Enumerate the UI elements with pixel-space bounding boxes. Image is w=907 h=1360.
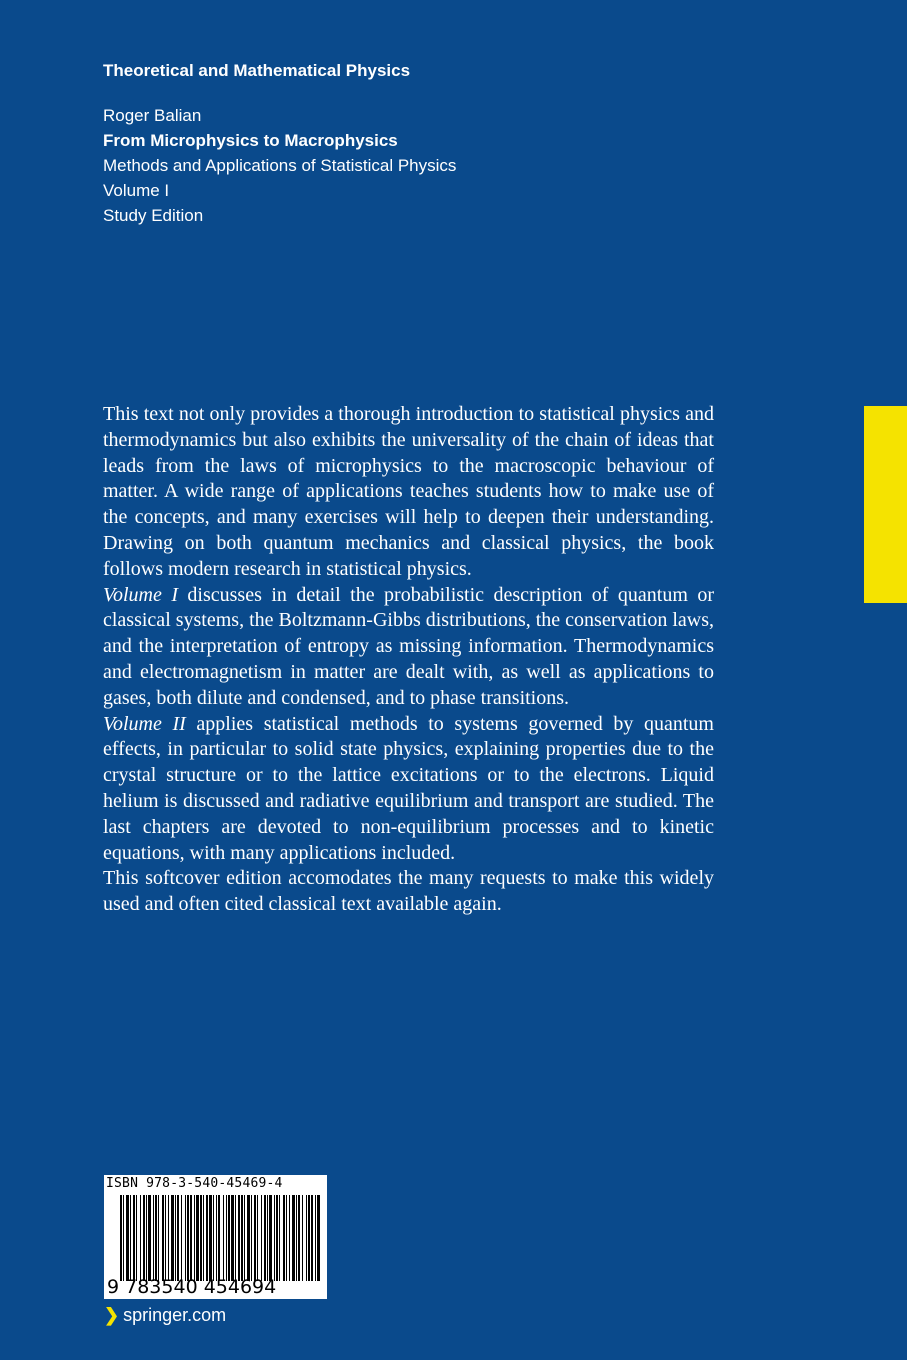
author-name: Roger Balian <box>103 106 202 125</box>
isbn-barcode <box>104 1175 327 1299</box>
barcode-bar <box>126 1195 129 1281</box>
barcode-bar <box>276 1195 278 1281</box>
barcode-bar <box>171 1195 174 1281</box>
book-blurb <box>103 402 714 918</box>
barcode-bar <box>123 1195 124 1281</box>
barcode-bar <box>306 1195 307 1281</box>
barcode-bar <box>177 1195 179 1281</box>
edition-label: Study Edition <box>103 206 204 225</box>
barcode-bar <box>238 1195 240 1281</box>
barcode-bar <box>298 1195 300 1281</box>
barcode-bar <box>162 1195 164 1281</box>
barcode-bar <box>302 1195 303 1281</box>
barcode-bar <box>213 1195 214 1281</box>
barcode-bar <box>315 1195 316 1281</box>
barcode-bar <box>311 1195 313 1281</box>
yellow-accent-tab <box>864 406 907 603</box>
barcode-bar <box>231 1195 234 1281</box>
barcode-bar <box>168 1195 169 1281</box>
barcode-bar <box>146 1195 147 1281</box>
publisher-website[interactable]: springer.com <box>123 1305 227 1325</box>
barcode-bar <box>153 1195 154 1281</box>
chevron-right-icon: ❯ <box>104 1305 120 1325</box>
blurb-paragraph-3-text: applies statistical methods to systems governed by quantum effects, in particular to solid state physics, explaining properties due to the crystal structure or to the lattice excitations or to the electrons. Liquid helium is discussed and radiative equilibrium and transport are studied. The last chapters are devoted to non-equilibrium processes and to kinetic equations, with many applications included. <box>103 712 714 864</box>
barcode-bar <box>261 1195 262 1281</box>
barcode-bar <box>165 1195 166 1281</box>
barcode-bar <box>218 1195 220 1281</box>
barcode-bar <box>226 1195 227 1281</box>
barcode-bar <box>267 1195 268 1281</box>
barcode-bar <box>274 1195 275 1281</box>
book-title: From Microphysics to Macrophysics <box>103 131 398 150</box>
barcode-bars <box>120 1195 320 1281</box>
barcode-bar <box>223 1195 224 1281</box>
blurb-paragraph-1: This text not only provides a thorough introduction to statistical physics and thermodynamics but also exhibits the universality of the chain of ideas that leads from the laws of microphysics to the macroscopic behaviour of matter. A wide range of applications teaches students how to make use of the concepts, and many exercises will help to deepen their understanding. Drawing on both quantum mechanics and classical physics, the book follows modern research in statistical physics. <box>103 403 714 580</box>
barcode-bar <box>140 1195 141 1281</box>
barcode-bar <box>264 1195 266 1281</box>
barcode-bar <box>292 1195 295 1281</box>
barcode-bar <box>203 1195 204 1281</box>
barcode-digits: 9 783540 454694 <box>107 1276 277 1298</box>
volume-1-italic: Volume I <box>103 583 178 606</box>
barcode-bar <box>196 1195 199 1281</box>
barcode-bar <box>130 1195 131 1281</box>
barcode-bar <box>283 1195 285 1281</box>
barcode-bar <box>286 1195 287 1281</box>
barcode-bar <box>136 1195 137 1281</box>
barcode-bar <box>317 1195 320 1281</box>
isbn-text: ISBN 978-3-540-45469-4 <box>106 1176 283 1191</box>
blurb-paragraph-4: This softcover edition accomodates the many requests to make this widely used and often cited classical text available again. <box>103 867 714 916</box>
barcode-bar <box>155 1195 157 1281</box>
barcode-bar <box>148 1195 151 1281</box>
barcode-bar <box>244 1195 245 1281</box>
barcode-bar <box>206 1195 208 1281</box>
barcode-bar <box>216 1195 217 1281</box>
barcode-bar <box>209 1195 212 1281</box>
volume-label: Volume I <box>103 181 170 200</box>
barcode-bar <box>200 1195 202 1281</box>
cover-header <box>103 58 703 228</box>
barcode-bar <box>296 1195 297 1281</box>
barcode-bar <box>235 1195 236 1281</box>
barcode-bar <box>241 1195 243 1281</box>
blurb-paragraph-2-text: discusses in detail the probabilistic description of quantum or classical systems, the Boltzmann-Gibbs distributions, the conservation laws, and the interpretation of entropy as missing information. Thermodynamics and electromagnetism in matter are dealt with, as well as applications to gases, both dilute and condensed, and to phase transitions. <box>103 583 715 709</box>
barcode-bar <box>289 1195 290 1281</box>
barcode-bar <box>194 1195 195 1281</box>
barcode-bar <box>254 1195 256 1281</box>
barcode-bar <box>120 1195 122 1281</box>
series-title: Theoretical and Mathematical Physics <box>103 61 411 80</box>
barcode-bar <box>308 1195 310 1281</box>
barcode-bar <box>175 1195 176 1281</box>
barcode-bar <box>133 1195 135 1281</box>
barcode-bar <box>228 1195 230 1281</box>
blurb-paragraph-2 <box>103 583 714 712</box>
barcode-bar <box>247 1195 250 1281</box>
barcode-bar <box>143 1195 145 1281</box>
barcode-bar <box>190 1195 192 1281</box>
volume-2-italic: Volume II <box>103 712 186 735</box>
publisher-link[interactable] <box>104 1302 226 1328</box>
barcode-bar <box>187 1195 189 1281</box>
barcode-bar <box>251 1195 252 1281</box>
barcode-bar <box>185 1195 186 1281</box>
book-subtitle: Methods and Applications of Statistical Physics <box>103 156 457 175</box>
barcode-bar <box>279 1195 280 1281</box>
barcode-bar <box>158 1195 159 1281</box>
barcode-bar <box>181 1195 182 1281</box>
barcode-bar <box>269 1195 272 1281</box>
blurb-paragraph-3 <box>103 712 714 867</box>
barcode-bar <box>257 1195 258 1281</box>
